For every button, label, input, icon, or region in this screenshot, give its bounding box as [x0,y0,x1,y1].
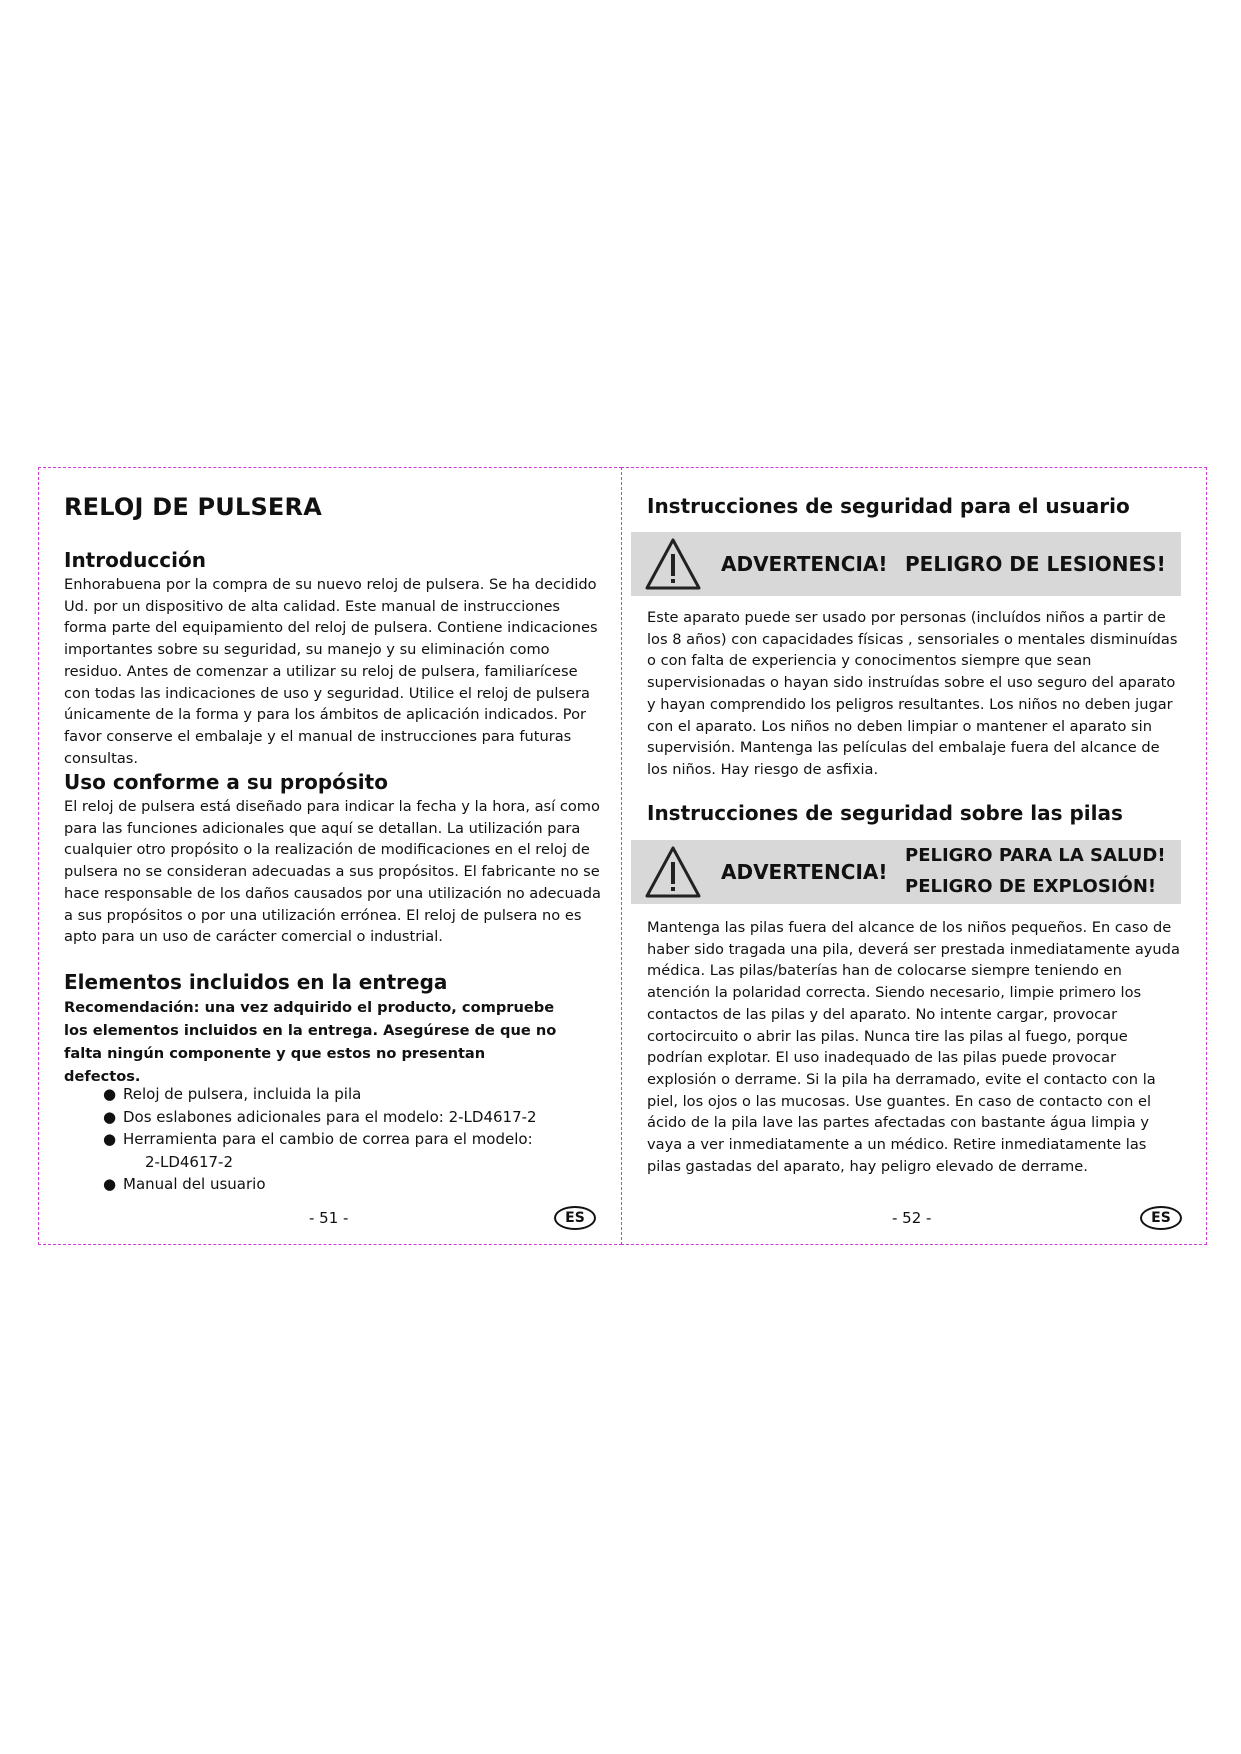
contents-list [101,1083,571,1196]
page-number: - 52 - [892,1209,932,1227]
warning-triangle-icon [643,844,703,900]
bullet-icon: ● [103,1107,117,1126]
warning-text-explosion: PELIGRO DE EXPLOSIÓN! [905,876,1157,897]
language-badge: ES [1140,1206,1182,1230]
intro-text: Enhorabuena por la compra de su nuevo reloj de pulsera. Se ha decidido Ud. por un dispositivo de alta calidad. Este manual de instrucciones forma parte del equipamiento del reloj de pulsera. Contiene indicaciones importantes sobre su seguridad, su manejo y su eliminación como residuo. Antes de comenzar a utilizar su reloj de pulsera, familiarícese con todas las indicaciones de uso y seguridad. Utilice el reloj de pulsera únicamente de la forma y para los ámbitos de aplicación indicados. Por favor conserve el embalaje y el manual de instrucciones para futuras consultas. [64,576,598,767]
manual-page-right [621,467,1207,1245]
contents-note: Recomendación: una vez adquirido el producto, compruebe los elementos incluidos en la entrega. Asegúrese de que no falta ningún componente y que estos no presentan defectos. [64,999,557,1085]
bullet-icon: ● [103,1175,117,1193]
page-title: RELOJ DE PULSERA [64,493,322,521]
safety-battery-heading: Instrucciones de seguridad sobre las pilas [647,801,1123,825]
warning-text-health: PELIGRO PARA LA SALUD! [905,845,1166,866]
warning-text: PELIGRO DE LESIONES! [905,552,1166,576]
use-text: El reloj de pulsera está diseñado para indicar la fecha y la hora, así como para las funciones adicionales que aquí se detallan. La utilización para cualquier otro propósito o la realización de modificaciones en el reloj de pulsera no se consideran adecuadas a sus propósitos. El fabricante no se hace responsable de los daños causados por una utilización no adecuada a sus propósitos o por una utilización errónea. El reloj de pulsera no es apto para un uso de carácter comercial o industrial. [64,798,601,946]
list-item: ● Dos eslabones adicionales para el modelo: 2-LD4617-2 [101,1106,571,1129]
use-heading: Uso conforme a su propósito [64,770,388,794]
warning-label: ADVERTENCIA! [721,860,888,884]
intro-heading: Introducción [64,548,206,572]
warning-triangle-icon [643,536,703,592]
contents-heading: Elementos incluidos en la entrega [64,970,448,994]
safety-user-heading: Instrucciones de seguridad para el usuario [647,494,1130,518]
manual-page-left [38,467,622,1245]
list-item-continuation: 2-LD4617-2 [145,1152,233,1171]
language-badge: ES [554,1206,596,1230]
warning-banner-battery [631,840,1181,904]
warning-label: ADVERTENCIA! [721,552,888,576]
bullet-icon: ● [103,1130,117,1148]
page-number: - 51 - [309,1209,349,1227]
warning-banner-injury [631,532,1181,596]
safety-user-text: Este aparato puede ser usado por personas (incluídos niños a partir de los 8 años) con capacidades físicas , sensoriales o mentales disminuídas o con falta de experiencia y conocimentos siempre que sean supervisionadas o hayan sido instruídas sobre el uso seguro del aparato y hayan comprendido los peligros resultantes. Los niños no deben jugar con el aparato. Los niños no deben limpiar o mantener el aparato sin supervisión. Mantenga las películas del embalaje fuera del alcance de los niños. Hay riesgo de asfixia. [647,609,1178,778]
list-item: ● Manual del usuario [101,1173,571,1196]
safety-battery-text: Mantenga las pilas fuera del alcance de los niños pequeños. En caso de haber sido tragada una pila, deverá ser prestada inmediatamente ayuda médica. Las pilas/baterías han de colocarse siempre teniendo en atención la polaridad correcta. Siendo necesario, limpie primero los contactos de las pilas y del aparato. No intente cargar, provocar cortocircuito o abrir las pilas. Nunca tire las pilas al fuego, porque podrían explotar. El uso inadequado de las pilas puede provocar explosión o derrame. Si la pila ha derramado, evite el contacto con la piel, los ojos o las mucosas. Use guantes. En caso de contacto con el ácido de la pila lave las partes afectadas con bastante água limpia y vaya a ver inmediatamente a un médico. Retire inmediatamente las pilas gastadas del aparato, hay peligro elevado de derrame. [647,919,1180,1175]
bullet-icon: ● [103,1085,117,1103]
list-item: ● Herramienta para el cambio de correa para el modelo: 2-LD4617-2 [103,1130,533,1171]
list-item: ● Reloj de pulsera, incluida la pila [101,1083,571,1106]
